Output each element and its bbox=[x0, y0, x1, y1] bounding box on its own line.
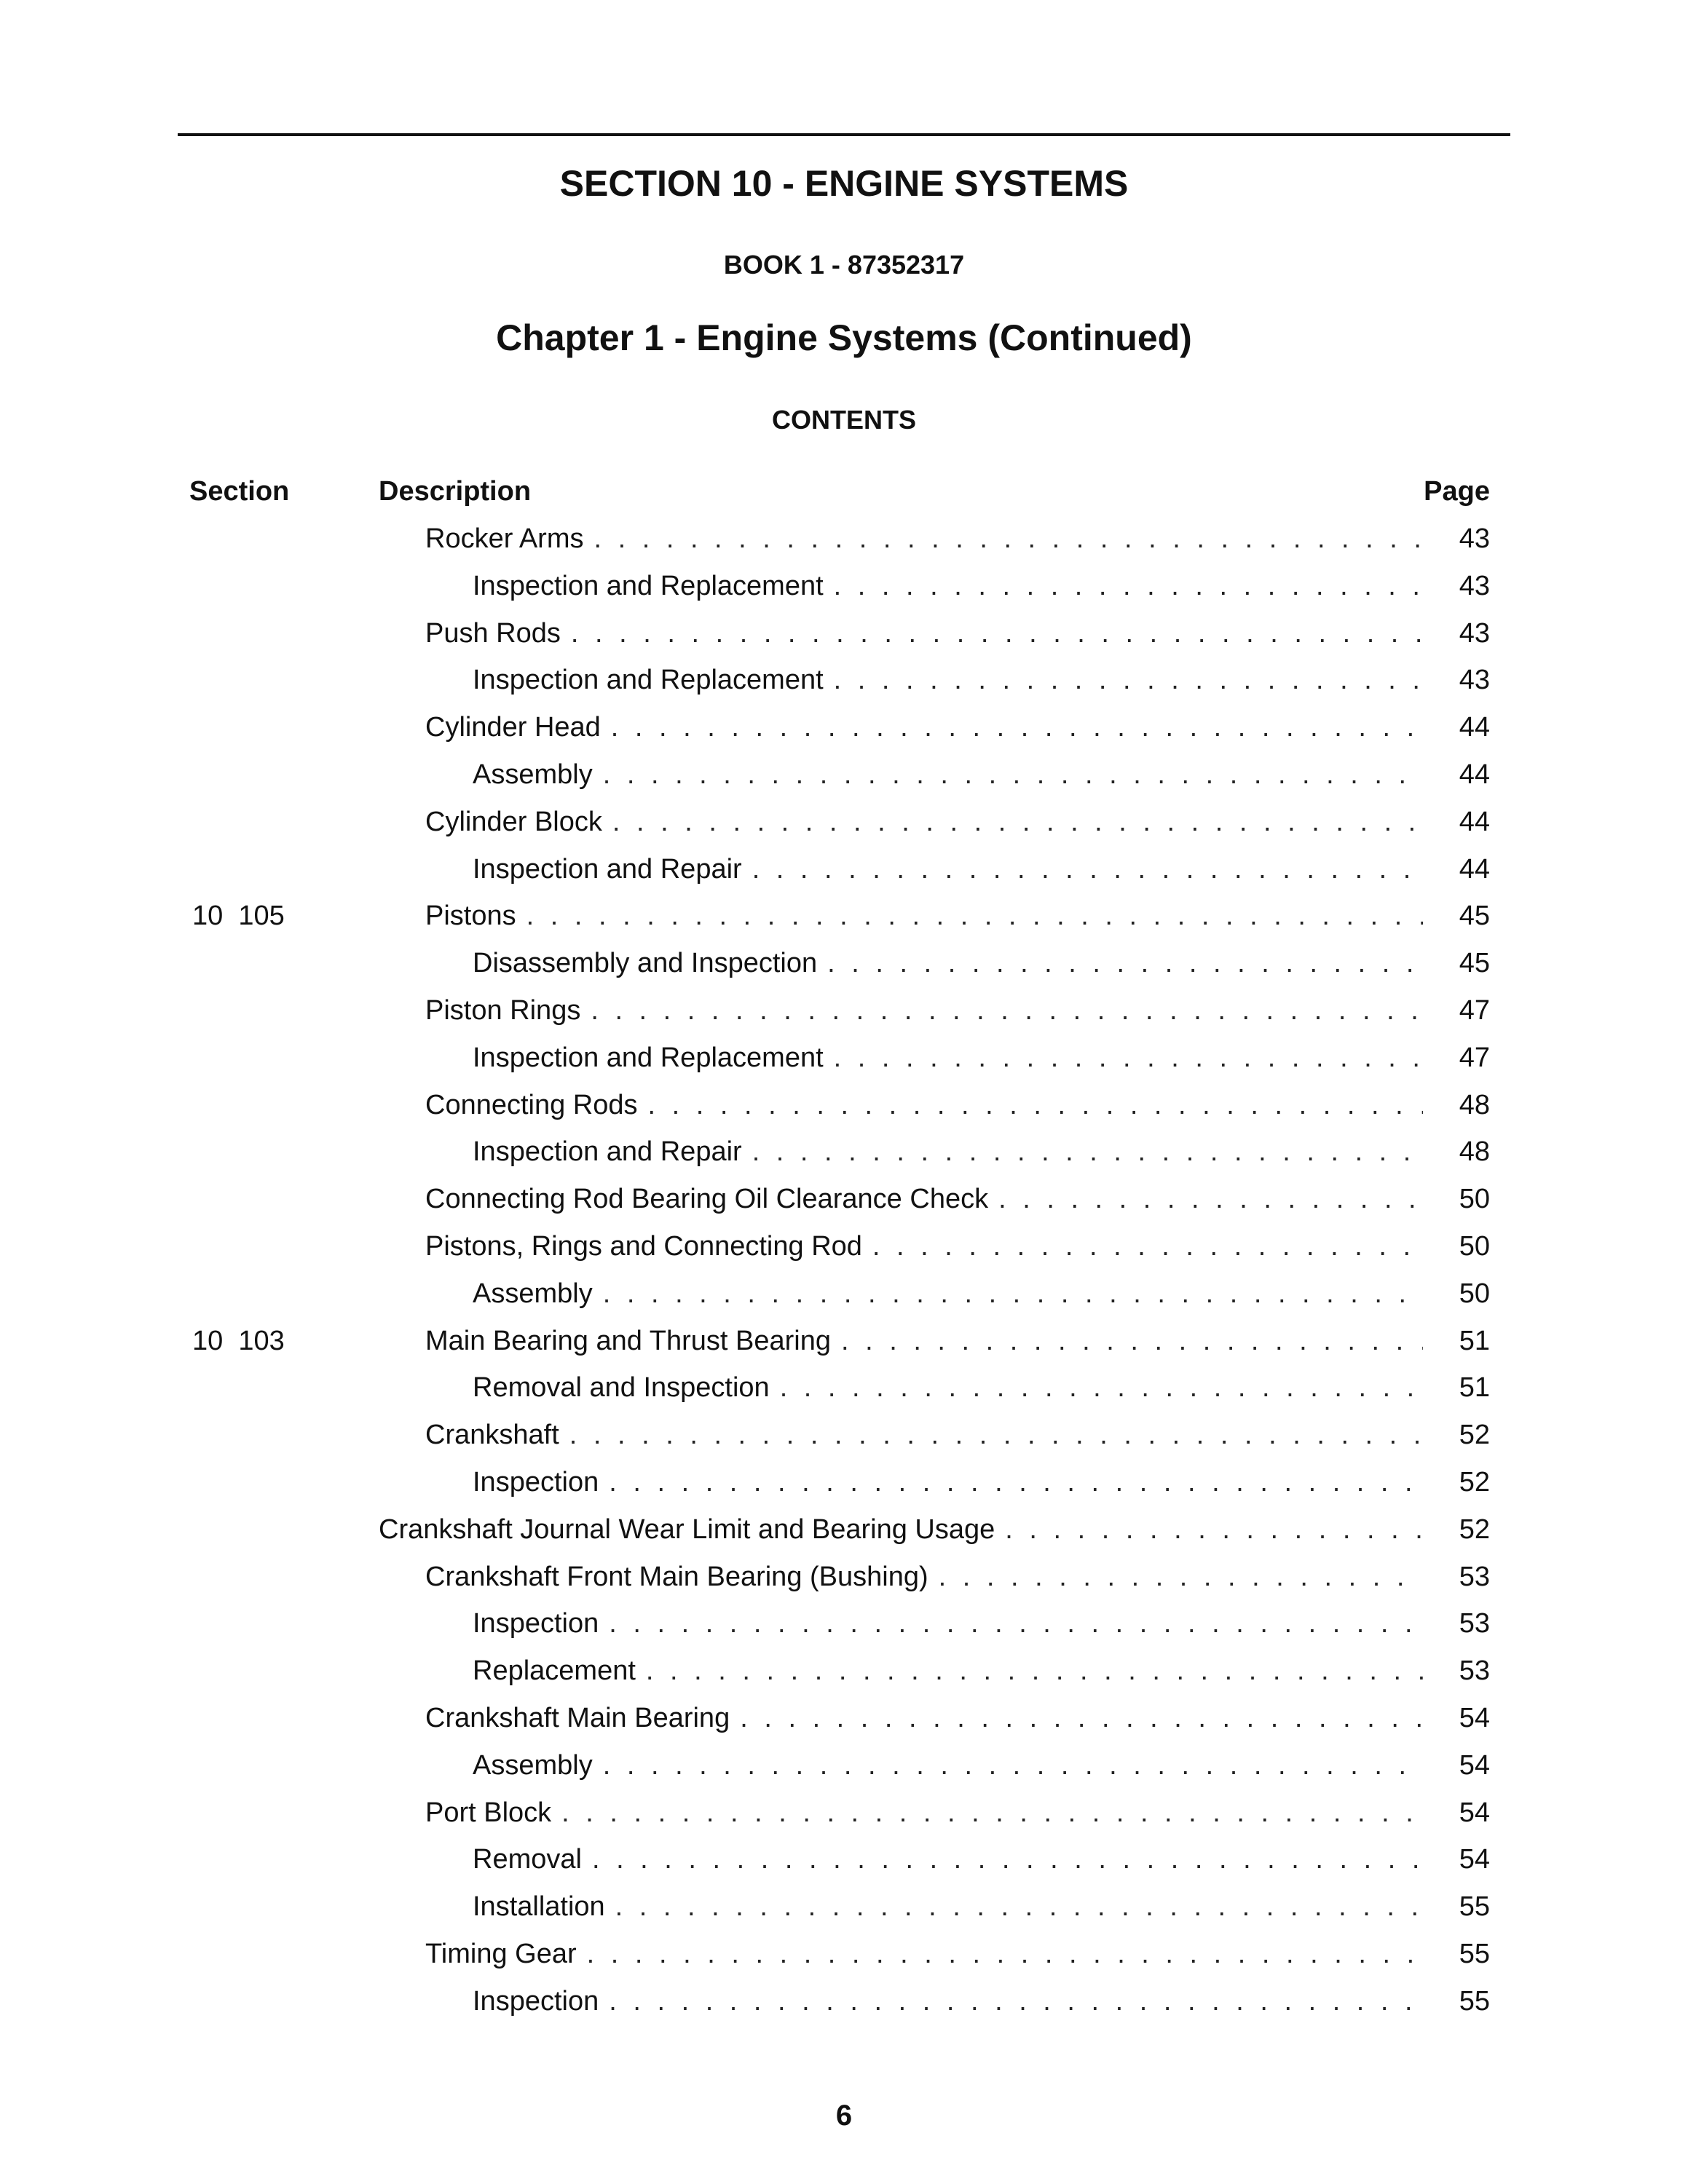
toc-page-number: 54 bbox=[1459, 1702, 1490, 1733]
dot-leader bbox=[998, 1180, 1423, 1218]
toc-row bbox=[0, 1558, 1688, 1605]
toc-page-number: 54 bbox=[1459, 1844, 1490, 1875]
toc-page-number: 43 bbox=[1459, 617, 1490, 649]
dot-leader bbox=[603, 1746, 1423, 1784]
toc-entry bbox=[473, 1652, 1423, 1690]
toc-description: Inspection and Replacement bbox=[473, 1042, 824, 1073]
toc-page-number: 50 bbox=[1459, 1230, 1490, 1262]
toc-entry bbox=[473, 944, 1423, 982]
dot-leader bbox=[834, 661, 1423, 699]
toc-entry bbox=[473, 850, 1423, 888]
toc-page-number: 48 bbox=[1459, 1089, 1490, 1120]
toc-page-number: 43 bbox=[1459, 523, 1490, 554]
toc-description: Crankshaft Front Main Bearing (Bushing) bbox=[425, 1561, 928, 1592]
toc-description: Installation bbox=[473, 1891, 605, 1923]
dot-leader bbox=[593, 520, 1423, 558]
toc-entry bbox=[425, 614, 1423, 652]
toc-page-number: 52 bbox=[1459, 1466, 1490, 1497]
dot-leader bbox=[587, 1935, 1423, 1973]
contents-title: CONTENTS bbox=[772, 405, 916, 435]
toc-row bbox=[0, 1180, 1688, 1227]
dot-leader bbox=[615, 1888, 1423, 1926]
toc-row bbox=[0, 1463, 1688, 1511]
toc-description: Pistons, Rings and Connecting Rod bbox=[425, 1230, 862, 1262]
toc-row bbox=[0, 1746, 1688, 1794]
toc-row bbox=[0, 520, 1688, 567]
toc-entry bbox=[425, 1227, 1423, 1265]
toc-section-number: 10 105 bbox=[192, 901, 285, 932]
toc-page-number: 55 bbox=[1459, 1985, 1490, 2017]
dot-leader bbox=[609, 1463, 1423, 1501]
toc-entry bbox=[473, 1982, 1423, 2020]
toc-description: Push Rods bbox=[425, 617, 561, 649]
toc-row bbox=[0, 944, 1688, 992]
toc-entry bbox=[425, 708, 1423, 746]
toc-row bbox=[0, 1888, 1688, 1935]
toc-entry bbox=[473, 1463, 1423, 1501]
toc-description: Inspection bbox=[473, 1466, 599, 1497]
toc-page-number: 47 bbox=[1459, 1042, 1490, 1073]
toc-description: Connecting Rod Bearing Oil Clearance Check bbox=[425, 1184, 989, 1215]
toc-row bbox=[0, 756, 1688, 803]
toc-entry bbox=[473, 1369, 1423, 1406]
toc-page-number: 45 bbox=[1459, 948, 1490, 979]
dot-leader bbox=[561, 1794, 1423, 1832]
toc-row bbox=[0, 1227, 1688, 1275]
dot-leader bbox=[872, 1227, 1423, 1265]
toc-page-number: 54 bbox=[1459, 1749, 1490, 1781]
toc-row bbox=[0, 1133, 1688, 1180]
toc-row bbox=[0, 1840, 1688, 1888]
toc-page-number: 55 bbox=[1459, 1938, 1490, 1969]
toc-row bbox=[0, 1605, 1688, 1652]
dot-leader bbox=[939, 1558, 1423, 1596]
dot-leader bbox=[1005, 1511, 1423, 1548]
toc-page-number: 54 bbox=[1459, 1797, 1490, 1828]
toc-page-number: 44 bbox=[1459, 759, 1490, 790]
toc-row bbox=[0, 708, 1688, 756]
toc-row bbox=[0, 1039, 1688, 1086]
toc-row bbox=[0, 1369, 1688, 1416]
toc-entry bbox=[473, 1746, 1423, 1784]
dot-leader bbox=[834, 1039, 1423, 1077]
dot-leader bbox=[611, 708, 1423, 746]
toc-row bbox=[0, 1416, 1688, 1463]
toc-description: Replacement bbox=[473, 1655, 636, 1687]
toc-page-number: 43 bbox=[1459, 665, 1490, 696]
toc-entry bbox=[425, 1416, 1423, 1454]
top-rule bbox=[178, 133, 1510, 136]
column-header-page: Page bbox=[1424, 476, 1490, 507]
toc-page-number: 51 bbox=[1459, 1372, 1490, 1404]
toc-row bbox=[0, 1794, 1688, 1841]
toc-description: Cylinder Head bbox=[425, 712, 601, 743]
dot-leader bbox=[603, 756, 1423, 794]
toc-page-number: 51 bbox=[1459, 1325, 1490, 1356]
toc-description: Inspection and Replacement bbox=[473, 665, 824, 696]
toc-row bbox=[0, 614, 1688, 662]
page-number: 6 bbox=[835, 2100, 853, 2132]
toc-row bbox=[0, 992, 1688, 1039]
toc-page-number: 48 bbox=[1459, 1136, 1490, 1168]
dot-leader bbox=[571, 614, 1423, 652]
toc-description: Assembly bbox=[473, 759, 593, 790]
toc-description: Assembly bbox=[473, 1278, 593, 1309]
toc-page-number: 53 bbox=[1459, 1655, 1490, 1687]
dot-leader bbox=[526, 897, 1423, 935]
toc-description: Piston Rings bbox=[425, 994, 581, 1026]
toc-page-number: 52 bbox=[1459, 1420, 1490, 1451]
toc-description: Inspection and Repair bbox=[473, 853, 742, 885]
toc-entry bbox=[473, 661, 1423, 699]
toc-description: Connecting Rods bbox=[425, 1089, 638, 1120]
toc-row bbox=[0, 1322, 1688, 1369]
toc-page-number: 53 bbox=[1459, 1608, 1490, 1639]
toc-description: Inspection and Replacement bbox=[473, 570, 824, 601]
toc-page-number: 45 bbox=[1459, 901, 1490, 932]
dot-leader bbox=[752, 1133, 1423, 1171]
dot-leader bbox=[612, 803, 1423, 841]
toc-row bbox=[0, 661, 1688, 708]
toc-description: Assembly bbox=[473, 1749, 593, 1781]
toc-row bbox=[0, 850, 1688, 898]
dot-leader bbox=[827, 944, 1423, 982]
column-header-section: Section bbox=[189, 476, 290, 507]
toc-description: Removal and Inspection bbox=[473, 1372, 770, 1404]
toc-row bbox=[0, 1086, 1688, 1133]
toc-row bbox=[0, 897, 1688, 944]
dot-leader bbox=[740, 1699, 1423, 1737]
toc-entry bbox=[425, 1180, 1423, 1218]
table-of-contents bbox=[0, 520, 1688, 2030]
section-title: SECTION 10 - ENGINE SYSTEMS bbox=[559, 163, 1129, 204]
toc-entry bbox=[473, 1039, 1423, 1077]
dot-leader bbox=[752, 850, 1423, 888]
toc-entry bbox=[473, 567, 1423, 605]
toc-row bbox=[0, 803, 1688, 850]
toc-entry bbox=[425, 1322, 1423, 1360]
toc-description: Inspection bbox=[473, 1985, 599, 2017]
toc-entry bbox=[473, 1605, 1423, 1642]
toc-description: Rocker Arms bbox=[425, 523, 584, 554]
toc-description: Inspection bbox=[473, 1608, 599, 1639]
toc-description: Inspection and Repair bbox=[473, 1136, 742, 1168]
toc-row bbox=[0, 567, 1688, 614]
toc-description: Crankshaft bbox=[425, 1420, 559, 1451]
toc-entry bbox=[425, 1558, 1423, 1596]
toc-description: Disassembly and Inspection bbox=[473, 948, 818, 979]
toc-entry bbox=[379, 1511, 1423, 1548]
toc-row bbox=[0, 1699, 1688, 1746]
toc-entry bbox=[425, 992, 1423, 1029]
toc-page-number: 53 bbox=[1459, 1561, 1490, 1592]
toc-row bbox=[0, 1935, 1688, 1982]
toc-entry bbox=[425, 1086, 1423, 1124]
dot-leader bbox=[591, 992, 1423, 1029]
toc-row bbox=[0, 1275, 1688, 1322]
dot-leader bbox=[780, 1369, 1423, 1406]
toc-page-number: 44 bbox=[1459, 712, 1490, 743]
toc-row bbox=[0, 1652, 1688, 1699]
dot-leader bbox=[841, 1322, 1423, 1360]
toc-description: Main Bearing and Thrust Bearing bbox=[425, 1325, 831, 1356]
toc-entry bbox=[473, 756, 1423, 794]
toc-description: Timing Gear bbox=[425, 1938, 577, 1969]
toc-entry bbox=[425, 1935, 1423, 1973]
dot-leader bbox=[646, 1652, 1423, 1690]
toc-page-number: 52 bbox=[1459, 1514, 1490, 1545]
dot-leader bbox=[603, 1275, 1423, 1313]
dot-leader bbox=[569, 1416, 1423, 1454]
dot-leader bbox=[592, 1840, 1423, 1878]
toc-page-number: 50 bbox=[1459, 1278, 1490, 1309]
toc-row bbox=[0, 1511, 1688, 1558]
toc-entry bbox=[425, 520, 1423, 558]
toc-page-number: 47 bbox=[1459, 994, 1490, 1026]
toc-entry bbox=[473, 1888, 1423, 1926]
toc-entry bbox=[473, 1275, 1423, 1313]
dot-leader bbox=[609, 1982, 1423, 2020]
toc-page-number: 44 bbox=[1459, 806, 1490, 837]
toc-entry bbox=[473, 1840, 1423, 1878]
toc-page-number: 44 bbox=[1459, 853, 1490, 885]
toc-page-number: 55 bbox=[1459, 1891, 1490, 1923]
toc-page-number: 43 bbox=[1459, 570, 1490, 601]
dot-leader bbox=[648, 1086, 1423, 1124]
toc-page-number: 50 bbox=[1459, 1184, 1490, 1215]
toc-section-number: 10 103 bbox=[192, 1325, 285, 1356]
dot-leader bbox=[834, 567, 1423, 605]
toc-row bbox=[0, 1982, 1688, 2030]
toc-description: Crankshaft Journal Wear Limit and Bearing Usage bbox=[379, 1514, 995, 1545]
dot-leader bbox=[609, 1605, 1423, 1642]
toc-description: Crankshaft Main Bearing bbox=[425, 1702, 730, 1733]
toc-description: Cylinder Block bbox=[425, 806, 602, 837]
toc-entry bbox=[425, 1699, 1423, 1737]
toc-entry bbox=[473, 1133, 1423, 1171]
toc-description: Pistons bbox=[425, 901, 516, 932]
toc-description: Removal bbox=[473, 1844, 582, 1875]
column-header-description: Description bbox=[379, 476, 532, 507]
toc-description: Port Block bbox=[425, 1797, 552, 1828]
chapter-title: Chapter 1 - Engine Systems (Continued) bbox=[496, 317, 1192, 358]
toc-entry bbox=[425, 803, 1423, 841]
toc-entry bbox=[425, 1794, 1423, 1832]
book-title: BOOK 1 - 87352317 bbox=[723, 250, 965, 280]
toc-entry bbox=[425, 897, 1423, 935]
